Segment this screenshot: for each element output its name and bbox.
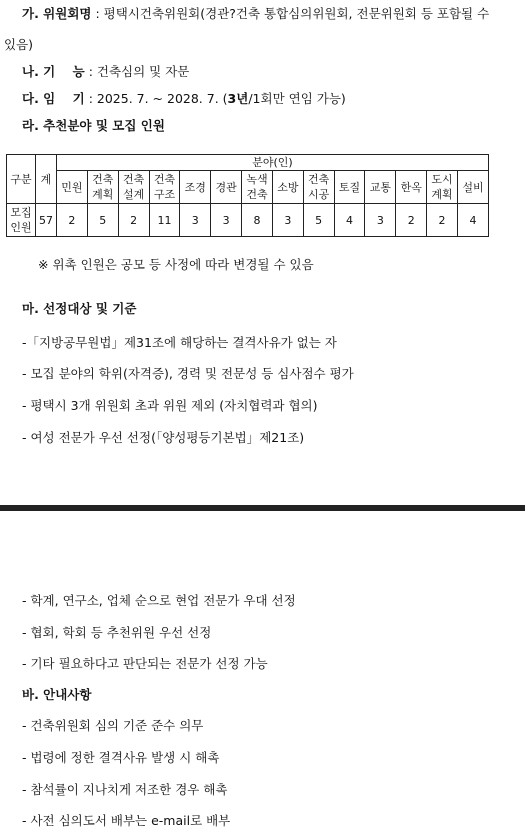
- field-header-text: 경관: [215, 180, 237, 194]
- term-bold-years: 3년: [227, 91, 249, 106]
- field-header-text: 민원: [61, 180, 83, 194]
- committee-name-text: : 평택시건축위원회(경관?건축 통합심의위원회, 전문위원회 등 포함될 수: [91, 6, 490, 21]
- field-header-text: 건축: [122, 173, 145, 186]
- field-header-text: 건축: [153, 173, 176, 186]
- field-value: 8: [242, 204, 273, 237]
- field-header-text: 계획: [431, 188, 453, 201]
- notice-item: - 건축위원회 심의 기준 준수 의무: [22, 718, 204, 733]
- field-value: 3: [272, 204, 303, 237]
- criteria-item: -「지방공무원법」제31조에 해당하는 결격사유가 없는 자: [22, 335, 337, 350]
- row-label: [7, 204, 36, 237]
- field-value: 5: [303, 204, 334, 237]
- total-cell: 57: [36, 204, 57, 237]
- committee-name-continuation: 있음): [4, 37, 34, 52]
- field-value: 2: [427, 204, 458, 237]
- term-text-before: : 2025. 7. ~ 2028. 7. (: [84, 91, 228, 106]
- notice-item: - 참석률이 지나치게 저조한 경우 해촉: [22, 782, 228, 797]
- term-line: [22, 89, 346, 107]
- field-header-text: 한옥: [400, 180, 422, 194]
- field-header-text: 구조: [153, 188, 176, 201]
- field-header-text: 건축: [246, 188, 268, 201]
- term-text-after: /1회만 연임 가능): [248, 91, 346, 106]
- function-line: [22, 62, 189, 80]
- field-header: [303, 171, 334, 204]
- notice-heading: 바. 안내사항: [22, 687, 92, 702]
- row-label-line-2: 인원: [10, 221, 32, 234]
- field-value: 3: [365, 204, 396, 237]
- field-value: 2: [396, 204, 427, 237]
- field-value: 3: [180, 204, 211, 237]
- field-header-text: 녹색: [246, 173, 268, 186]
- table-header-row-1: [7, 155, 489, 171]
- field-value: 2: [57, 204, 88, 237]
- function-label: 나. 기 능: [22, 64, 85, 79]
- field-header: [211, 171, 242, 204]
- field-value: 3: [211, 204, 242, 237]
- table-data-row: [7, 204, 489, 237]
- recruitment-table: [6, 154, 489, 237]
- criteria-item: - 모집 분야의 학위(자격증), 경력 및 전문성 등 심사점수 평가: [22, 366, 354, 381]
- field-header: [272, 171, 303, 204]
- notice-item: - 법령에 정한 결격사유 발생 시 해촉: [22, 750, 220, 765]
- field-header: [149, 171, 180, 204]
- field-header: [427, 171, 458, 204]
- field-header-text: 건축: [308, 173, 330, 186]
- field-header-text: 설비: [462, 180, 484, 194]
- notice-item: - 사전 심의도서 배부는 e-mail로 배부: [22, 813, 231, 828]
- field-header: [57, 171, 88, 204]
- field-header: [180, 171, 211, 204]
- field-header-text: 설계: [122, 188, 145, 201]
- committee-name-label: 가. 위원회명: [22, 6, 92, 21]
- field-header: [334, 171, 365, 204]
- field-header-text: 조경: [184, 180, 206, 194]
- field-header-text: 시공: [308, 188, 330, 201]
- criteria-heading: 마. 선정대상 및 기준: [22, 301, 137, 316]
- header-fields-group: 분야(인): [57, 155, 489, 171]
- header-category: 구분: [7, 155, 36, 204]
- field-value: 4: [334, 204, 365, 237]
- field-header-text: 도시: [431, 173, 453, 186]
- criteria-item: - 협회, 학회 등 추천위원 우선 선정: [22, 625, 212, 640]
- field-header-text: 소방: [277, 180, 299, 194]
- field-header-text: 계획: [92, 188, 114, 201]
- function-text: : 건축심의 및 자문: [84, 64, 190, 79]
- field-header: [457, 171, 488, 204]
- field-header-text: 토질: [338, 180, 361, 194]
- criteria-item: - 평택시 3개 위원회 초과 위원 제외 (자치협력과 협의): [22, 398, 318, 413]
- field-value: 11: [149, 204, 180, 237]
- field-value: 5: [87, 204, 118, 237]
- field-header: [365, 171, 396, 204]
- criteria-item: - 학계, 연구소, 업체 순으로 현업 전문가 우대 선정: [22, 593, 296, 608]
- criteria-item: - 여성 전문가 우선 선정(「양성평등기본법」제21조): [22, 430, 305, 445]
- row-label-line-1: 모집: [10, 206, 32, 219]
- header-total: 계: [36, 155, 57, 204]
- committee-name-line: [22, 4, 489, 22]
- field-header: [396, 171, 427, 204]
- field-header: [242, 171, 273, 204]
- field-header-text: 교통: [369, 180, 391, 194]
- table-header-row-2: [7, 171, 489, 204]
- field-value: 4: [457, 204, 488, 237]
- field-header: [87, 171, 118, 204]
- page-divider: [0, 505, 525, 511]
- table-note: ※ 위촉 인원은 공모 등 사정에 따라 변경될 수 있음: [38, 257, 314, 272]
- field-header-text: 건축: [92, 173, 114, 186]
- field-header: [118, 171, 149, 204]
- criteria-item: - 기타 필요하다고 판단되는 전문가 선정 가능: [22, 656, 268, 671]
- recruit-heading: 라. 추천분야 및 모집 인원: [22, 118, 165, 133]
- term-label: 다. 임 기: [22, 91, 85, 106]
- field-value: 2: [118, 204, 149, 237]
